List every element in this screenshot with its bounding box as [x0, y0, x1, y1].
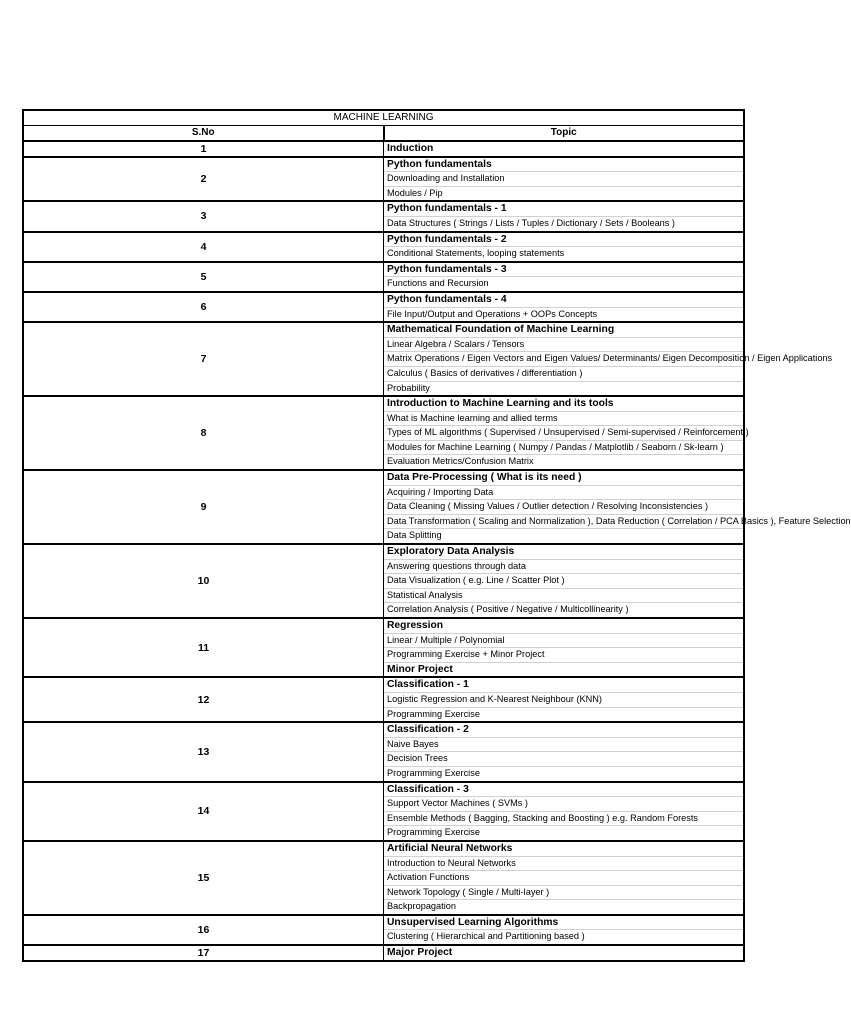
topic-heading: Major Project [387, 947, 453, 959]
topic-subitem: Correlation Analysis ( Positive / Negative / Multicollinearity ) [384, 602, 743, 617]
topic-subitem: Programming Exercise [384, 766, 743, 781]
topic-cell [384, 915, 745, 945]
row-number: 10 [23, 544, 384, 618]
topic-heading: Python fundamentals [387, 158, 492, 170]
row-number: 6 [23, 292, 384, 322]
topic-heading: Python fundamentals - 2 [387, 233, 507, 245]
topic-subitem: Evaluation Metrics/Confusion Matrix [384, 454, 743, 469]
topic-subitem: Data Splitting [384, 528, 743, 543]
row-number: 11 [23, 618, 384, 677]
table-row [23, 915, 744, 945]
row-number: 5 [23, 262, 384, 292]
table-row [23, 157, 744, 202]
table-row [23, 782, 744, 841]
table-row [23, 841, 744, 915]
row-number: 4 [23, 232, 384, 262]
topic-subitem: Programming Exercise + Minor Project [384, 647, 743, 662]
topic-cell [384, 141, 745, 157]
topic-header: Topic [384, 125, 745, 141]
topic-subitem: Matrix Operations / Eigen Vectors and Eigen Values/ Determinants/ Eigen Decomposition / Eigen Applications [384, 351, 743, 366]
table-row [23, 201, 744, 231]
table-row [23, 544, 744, 618]
topic-subitem: Answering questions through data [384, 559, 743, 574]
row-number: 16 [23, 915, 384, 945]
topic-cell [384, 396, 749, 470]
topic-heading: Python fundamentals - 4 [387, 293, 507, 305]
topic-cell [384, 544, 745, 618]
topic-subitem: Data Visualization ( e.g. Line / Scatter Plot ) [384, 573, 743, 588]
topic-subitem: File Input/Output and Operations + OOPs Concepts [384, 307, 743, 322]
syllabus-table [22, 109, 851, 962]
topic-heading: Mathematical Foundation of Machine Learning [387, 324, 615, 336]
title-row [23, 110, 744, 125]
topic-subitem: Acquiring / Importing Data [384, 485, 743, 500]
sno-header: S.No [23, 125, 384, 141]
topic-heading: Induction [387, 143, 434, 154]
table-row [23, 722, 744, 781]
topic-subitem: Types of ML algorithms ( Supervised / Unsupervised / Semi-supervised / Reinforcement ) [384, 425, 743, 440]
table-row [23, 945, 744, 961]
topic-subitem: Downloading and Installation [384, 171, 743, 186]
topic-subitem: Ensemble Methods ( Bagging, Stacking and Boosting ) e.g. Random Forests [384, 811, 743, 826]
topic-subitem: Linear / Multiple / Polynomial [384, 633, 743, 648]
topic-subitem: Logistic Regression and K-Nearest Neighbour (KNN) [384, 692, 743, 707]
table-row [23, 232, 744, 262]
row-number: 14 [23, 782, 384, 841]
topic-cell [384, 232, 745, 262]
topic-cell [384, 945, 745, 961]
topic-heading: Classification - 3 [387, 783, 469, 795]
topic-subitem: Decision Trees [384, 751, 743, 766]
row-number: 8 [23, 396, 384, 470]
table-row [23, 677, 744, 722]
topic-cell [384, 201, 745, 231]
header-row [23, 125, 744, 141]
topic-cell [384, 677, 745, 722]
topic-subitem: Modules for Machine Learning ( Numpy / Pandas / Matplotlib / Seaborn / Sk-learn ) [384, 440, 743, 455]
row-number: 7 [23, 322, 384, 396]
topic-heading: Exploratory Data Analysis [387, 546, 515, 558]
topic-subitem: Statistical Analysis [384, 588, 743, 603]
topic-subitem: Support Vector Machines ( SVMs ) [384, 796, 743, 811]
topic-subitem: Data Structures ( Strings / Lists / Tuples / Dictionary / Sets / Booleans ) [384, 216, 743, 231]
topic-subitem: Calculus ( Basics of derivatives / differentiation ) [384, 366, 743, 381]
row-number: 3 [23, 201, 384, 231]
topic-cell [384, 470, 851, 544]
topic-subitem: What is Machine learning and allied terms [384, 411, 743, 426]
topic-heading: Classification - 1 [387, 679, 469, 691]
topic-subitem: Introduction to Neural Networks [384, 856, 743, 871]
topic-subitem: Conditional Statements, looping statements [384, 246, 743, 261]
topic-cell [384, 262, 745, 292]
topic-heading: Introduction to Machine Learning and its tools [387, 398, 614, 410]
row-number: 15 [23, 841, 384, 915]
table-row [23, 470, 744, 544]
topic-cell [384, 841, 745, 915]
table-row [23, 292, 744, 322]
topic-heading: Classification - 2 [387, 724, 469, 736]
topic-subitem: Clustering ( Hierarchical and Partitioning based ) [384, 929, 743, 944]
topic-subitem: Programming Exercise [384, 825, 743, 840]
topic-heading: Regression [387, 620, 444, 631]
topic-heading: Artificial Neural Networks [387, 842, 513, 854]
table-row [23, 396, 744, 470]
table-row [23, 141, 744, 157]
table-row [23, 618, 744, 677]
topic-subitem: Naive Bayes [384, 737, 743, 752]
topic-cell [384, 618, 745, 677]
table-row [23, 262, 744, 292]
topic-heading: Minor Project [384, 662, 743, 677]
topic-cell [384, 782, 745, 841]
row-number: 13 [23, 722, 384, 781]
topic-subitem: Network Topology ( Single / Multi-layer ) [384, 885, 743, 900]
row-number: 2 [23, 157, 384, 202]
table-title: MACHINE LEARNING [23, 110, 744, 125]
row-number: 1 [23, 141, 384, 157]
topic-subitem: Programming Exercise [384, 707, 743, 722]
topic-subitem: Activation Functions [384, 870, 743, 885]
topic-heading: Python fundamentals - 1 [387, 203, 507, 215]
topic-cell [384, 292, 745, 322]
table-row [23, 322, 744, 396]
topic-heading: Python fundamentals - 3 [387, 263, 507, 275]
topic-cell [384, 157, 745, 202]
topic-heading: Unsupervised Learning Algorithms [387, 916, 559, 928]
row-number: 9 [23, 470, 384, 544]
topic-subitem: Probability [384, 381, 743, 396]
row-number: 12 [23, 677, 384, 722]
topic-cell [384, 322, 833, 396]
topic-subitem: Functions and Recursion [384, 276, 743, 291]
topic-subitem: Data Cleaning ( Missing Values / Outlier detection / Resolving Inconsistencies ) [384, 499, 743, 514]
topic-subitem: Modules / Pip [384, 186, 743, 201]
topic-heading: Data Pre-Processing ( What is its need ) [387, 472, 582, 484]
topic-subitem: Data Transformation ( Scaling and Normalization ), Data Reduction ( Correlation / PCA Basics ), Feature Selection [384, 514, 743, 529]
row-number: 17 [23, 945, 384, 961]
topic-subitem: Backpropagation [384, 899, 743, 914]
topic-cell [384, 722, 745, 781]
topic-subitem: Linear Algebra / Scalars / Tensors [384, 337, 743, 352]
